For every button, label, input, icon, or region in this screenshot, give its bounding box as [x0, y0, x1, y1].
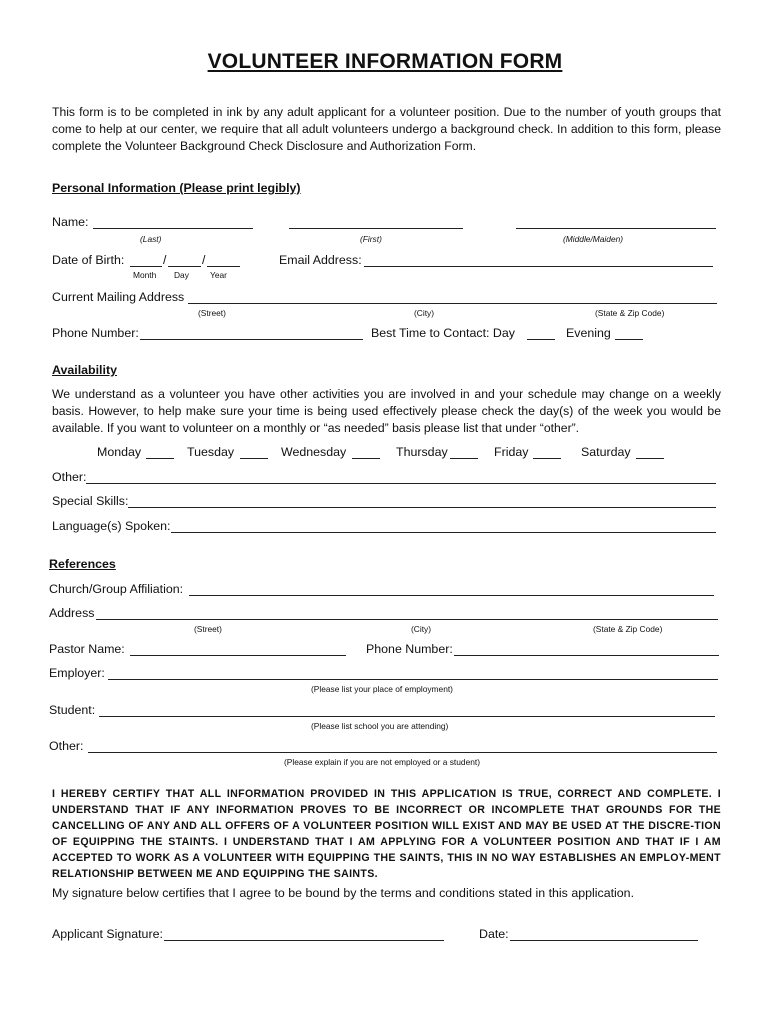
- day-monday-field[interactable]: [146, 458, 174, 459]
- day-thursday-field[interactable]: [450, 458, 478, 459]
- reference-phone-label: Phone Number:: [366, 642, 453, 656]
- day-friday-field[interactable]: [533, 458, 561, 459]
- middle-name-hint: (Middle/Maiden): [563, 234, 624, 244]
- day-tuesday-field[interactable]: [240, 458, 268, 459]
- student-hint: (Please list school you are attending): [311, 721, 449, 731]
- signature-label: Applicant Signature:: [52, 927, 163, 941]
- intro-paragraph: This form is to be completed in ink by any adult applicant for a volunteer position. Due to the number of youth groups that come to help at our center, we require that all adult volunteers undergo a background check. In addition to this form, please complete the Volunteer Background Check Disclosure and Authorization Form.: [52, 105, 721, 153]
- email-field[interactable]: [364, 266, 713, 267]
- day-thursday-label: Thursday: [396, 445, 448, 459]
- best-time-day-field[interactable]: [527, 339, 555, 340]
- agreement-text: My signature below certifies that I agree to be bound by the terms and conditions stated in this application.: [52, 886, 635, 900]
- day-wednesday-field[interactable]: [352, 458, 380, 459]
- day-saturday-label: Saturday: [581, 445, 631, 459]
- mailing-address-field[interactable]: [188, 303, 717, 304]
- first-name-hint: (First): [360, 234, 382, 244]
- best-time-evening-field[interactable]: [615, 339, 643, 340]
- employer-label: Employer:: [49, 666, 105, 680]
- street-hint: (Street): [198, 308, 226, 318]
- signature-field[interactable]: [164, 940, 444, 941]
- city-hint: (City): [411, 624, 432, 634]
- dob-label: Date of Birth:: [52, 253, 125, 267]
- dob-month-field[interactable]: [130, 266, 162, 267]
- date-field[interactable]: [510, 940, 698, 941]
- phone-field[interactable]: [140, 339, 363, 340]
- state-zip-hint: (State & Zip Code): [593, 624, 663, 634]
- mailing-address-label: Current Mailing Address: [52, 290, 185, 304]
- middle-name-field[interactable]: [516, 228, 716, 229]
- reference-phone-field[interactable]: [454, 655, 719, 656]
- dob-slash: /: [163, 253, 167, 267]
- dob-year-hint: Year: [210, 270, 227, 280]
- reference-other-field[interactable]: [88, 752, 717, 753]
- references-heading: References: [49, 557, 116, 571]
- pastor-name-label: Pastor Name:: [49, 642, 125, 656]
- state-zip-hint: (State & Zip Code): [595, 308, 665, 318]
- personal-info-heading: Personal Information (Please print legibly): [52, 181, 301, 195]
- evening-label: Evening: [566, 326, 611, 340]
- day-friday-label: Friday: [494, 445, 529, 459]
- reference-address-field[interactable]: [96, 619, 718, 620]
- best-time-label: Best Time to Contact: Day: [371, 326, 515, 340]
- availability-paragraph: We understand as a volunteer you have other activities you are involved in and your schedule may change on a weekly basis. However, to help make sure your time is being used effectively please check the day(s) of the week you would be available. If you want to volunteer on a monthly or “as needed” basis please list that under “other”.: [52, 387, 721, 435]
- certification-text: I HEREBY CERTIFY THAT ALL INFORMATION PROVIDED IN THIS APPLICATION IS TRUE, CORRECT AND COMPLETE. I UNDERSTAND THAT IF ANY INFORMATION PROVES TO BE INCORRECT OR INCOMPLETE THAT GROUNDS FOR THE CANCELLING OF ANY AND ALL OFFERS OF A VOLUNTEER POSITION WILL EXIST AND MAY BE USED AT THE DISCRE-TION OF EQUIPPING THE STAINTS. I UNDERSTAND THAT I AM APPLYING FOR A VOLUNTEER POSITION AND THAT IF I AM ACCEPTED TO WORK AS A VOLUNTEER WITH EQUIPPING THE SAINTS, THIS IN NO WAY ESTABLISHES AN EMPLOY-MENT RELATIONSHIP BETWEEN ME AND EQUIPPING THE SAINTS.: [52, 788, 721, 880]
- last-name-field[interactable]: [93, 228, 253, 229]
- student-field[interactable]: [99, 716, 715, 717]
- dob-day-field[interactable]: [168, 266, 201, 267]
- employer-field[interactable]: [108, 679, 718, 680]
- last-name-hint: (Last): [140, 234, 162, 244]
- reference-other-label: Other:: [49, 739, 84, 753]
- date-label: Date:: [479, 927, 509, 941]
- day-tuesday-label: Tuesday: [187, 445, 235, 459]
- city-hint: (City): [414, 308, 435, 318]
- street-hint: (Street): [194, 624, 222, 634]
- student-label: Student:: [49, 703, 96, 717]
- dob-year-field[interactable]: [207, 266, 240, 267]
- availability-heading: Availability: [52, 363, 117, 377]
- languages-field[interactable]: [171, 532, 716, 533]
- special-skills-field[interactable]: [128, 507, 716, 508]
- name-label: Name:: [52, 215, 89, 229]
- day-monday-label: Monday: [97, 445, 142, 459]
- form-title: VOLUNTEER INFORMATION FORM: [207, 50, 563, 73]
- dob-month-hint: Month: [133, 270, 157, 280]
- church-affiliation-label: Church/Group Affiliation:: [49, 582, 184, 596]
- languages-label: Language(s) Spoken:: [52, 519, 171, 533]
- day-wednesday-label: Wednesday: [281, 445, 347, 459]
- employer-hint: (Please list your place of employment): [311, 684, 453, 694]
- email-label: Email Address:: [279, 253, 362, 267]
- church-affiliation-field[interactable]: [189, 595, 714, 596]
- dob-day-hint: Day: [174, 270, 189, 280]
- availability-other-label: Other:: [52, 470, 87, 484]
- pastor-name-field[interactable]: [130, 655, 346, 656]
- day-saturday-field[interactable]: [636, 458, 664, 459]
- first-name-field[interactable]: [289, 228, 463, 229]
- reference-other-hint: (Please explain if you are not employed or a student): [284, 757, 480, 767]
- special-skills-label: Special Skills:: [52, 494, 129, 508]
- phone-label: Phone Number:: [52, 326, 139, 340]
- dob-slash: /: [202, 253, 206, 267]
- availability-other-field[interactable]: [86, 483, 716, 484]
- reference-address-label: Address: [49, 606, 95, 620]
